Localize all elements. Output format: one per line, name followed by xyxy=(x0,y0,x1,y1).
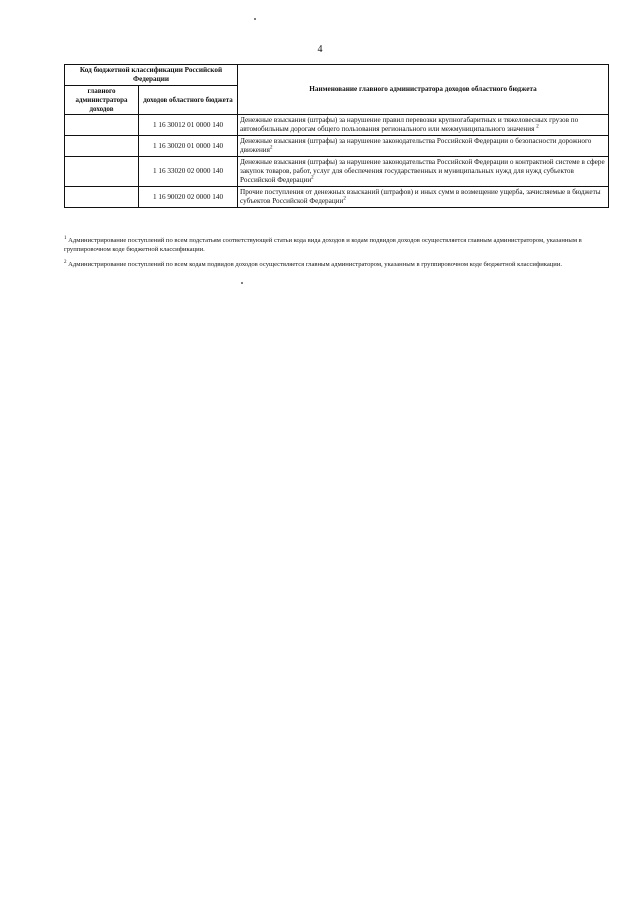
cell-code: 1 16 30012 01 0000 140 xyxy=(139,115,238,136)
cell-name xyxy=(238,157,609,187)
footnote-mark: 2 xyxy=(64,259,67,265)
cell-name-text: Прочие поступления от денежных взысканий (штрафов) и иных сумм в возмещение ущерба, зачисляемые в бюджеты субъектов Российской Федерации xyxy=(240,188,601,206)
header-revenue-code: доходов областного бюджета xyxy=(139,86,238,115)
footnote-ref: 2 xyxy=(343,196,346,202)
footnote-ref: 2 xyxy=(536,124,539,130)
cell-name-text: Денежные взыскания (штрафы) за нарушение законодательства Российской Федерации о безопасности дорожного движения xyxy=(240,137,592,155)
header-admin-name: Наименование главного администратора доходов областного бюджета xyxy=(238,65,609,115)
cell-name-text: Денежные взыскания (штрафы) за нарушение законодательства Российской Федерации о контрактной системе в сфере закупок товаров, работ, услуг для обеспечения государственных и муниципальных нужд для нужд субъектов Российской Федерации xyxy=(240,158,605,185)
footnote xyxy=(64,237,624,255)
page-number: 4 xyxy=(317,44,323,55)
cell-code: 1 16 90020 02 0000 140 xyxy=(139,187,238,208)
footnote-text: Администрирование поступлений по всем подстатьям соответствующей статьи кода вида доходов и кодам подвидов доходов осуществляется главным администратором, указанным в группировочном коде бюджетной классификации. xyxy=(64,237,582,253)
cell-admin xyxy=(65,115,139,136)
footnote-text: Администрирование поступлений по всем кодам подвидов доходов осуществляется главным администратором, указанным в группировочном коде бюджетной классификации. xyxy=(68,260,563,268)
budget-classification-table xyxy=(64,64,609,208)
cell-name xyxy=(238,136,609,157)
cell-name xyxy=(238,187,609,208)
cell-code: 1 16 33020 02 0000 140 xyxy=(139,157,238,187)
header-budget-code: Код бюджетной классификации Российской Федерации xyxy=(65,65,238,86)
footnote xyxy=(64,261,624,270)
cell-admin xyxy=(65,136,139,157)
table-row xyxy=(65,115,609,136)
cell-name xyxy=(238,115,609,136)
cell-code: 1 16 30020 01 0000 140 xyxy=(139,136,238,157)
footnotes xyxy=(64,237,624,276)
table-row xyxy=(65,157,609,187)
scan-speck xyxy=(241,282,243,284)
cell-admin xyxy=(65,187,139,208)
cell-admin xyxy=(65,157,139,187)
scan-speck xyxy=(254,18,256,20)
cell-name-text: Денежные взыскания (штрафы) за нарушение правил перевозки крупногабаритных и тяжеловесных грузов по автомобильным дорогам общего пользования регионального или межмуниципального значения xyxy=(240,116,579,134)
table-row xyxy=(65,136,609,157)
table-header-row xyxy=(65,65,609,86)
table-row xyxy=(65,187,609,208)
header-main-admin: главного администратора доходов xyxy=(65,86,139,115)
footnote-ref: 2 xyxy=(311,175,314,181)
footnote-ref: 2 xyxy=(269,145,273,151)
footnote-mark: 1 xyxy=(64,235,67,241)
